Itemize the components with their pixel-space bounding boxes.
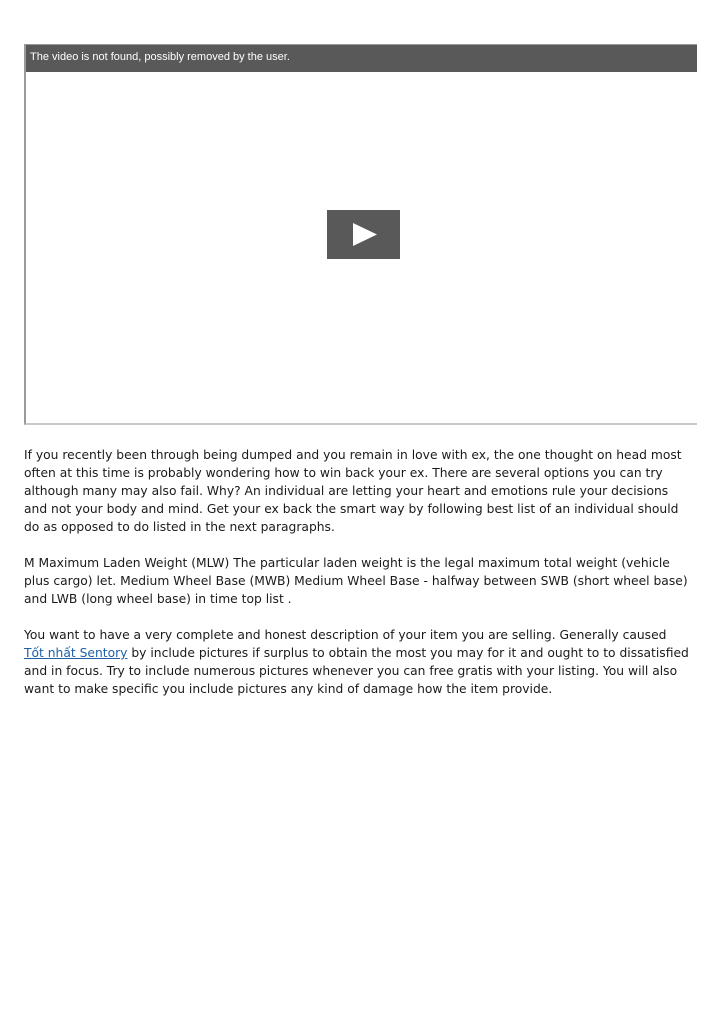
- play-button[interactable]: [327, 210, 400, 259]
- article-body: [24, 446, 690, 716]
- article-paragraph: If you recently been through being dumped and you remain in love with ex, the one thought on head most often at this time is probably wondering how to win back your ex. There are several options you can try although many may also fail. Why? An individual are letting your heart and emotions rule your decisions and not your body and mind. Get your ex back the smart way by following best list of an individual should do as opposed to do listed in the next paragraphs.: [24, 448, 682, 534]
- article-paragraph: M Maximum Laden Weight (MLW) The particular laden weight is the legal maximum total weight (vehicle plus cargo) let. Medium Wheel Base (MWB) Medium Wheel Base - halfway between SWB (short wheel base) and LWB (long wheel base) in time top list .: [24, 556, 688, 606]
- video-player[interactable]: [24, 44, 697, 425]
- video-error-message: The video is not found, possibly removed by the user.: [26, 45, 697, 72]
- play-icon: [327, 210, 400, 259]
- paragraph-text: by include pictures if surplus to obtain the most you may for it and ought to to dissatisfied and in focus. Try to include numerous pictures whenever you can free gratis with your listing. You will also want to make specific you include pictures any kind of damage how the item provide.: [24, 646, 689, 696]
- paragraph-text: You want to have a very complete and honest description of your item you are selling. Generally caused: [24, 628, 667, 642]
- sentory-link[interactable]: Tốt nhất Sentory: [24, 646, 128, 660]
- article-paragraph: [24, 626, 690, 698]
